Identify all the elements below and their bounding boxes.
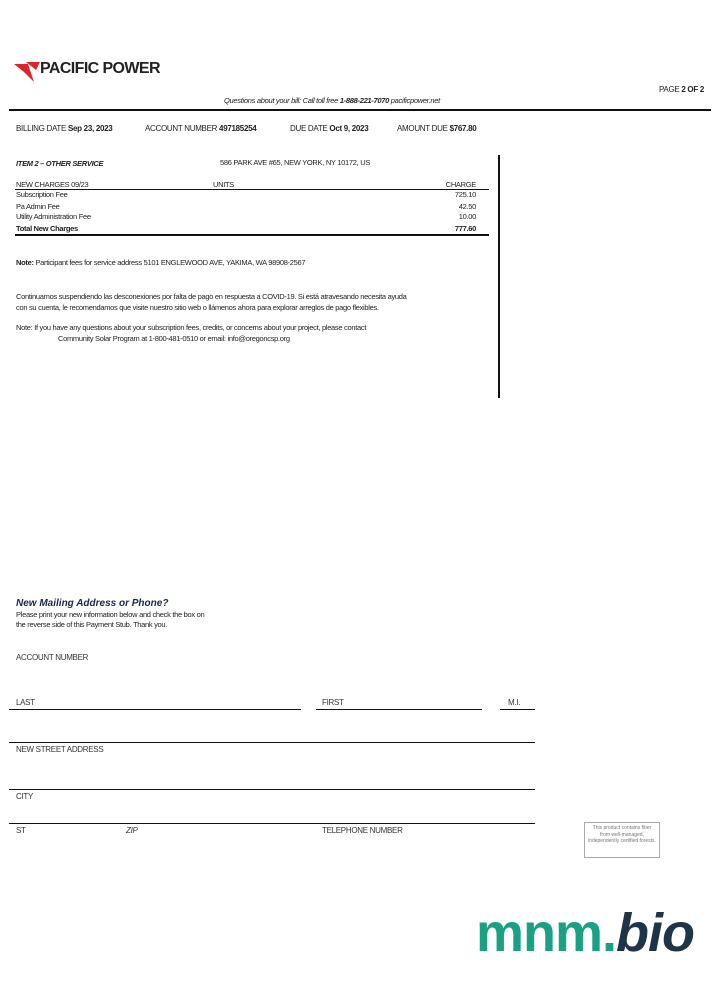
account-number-label: ACCOUNT NUMBER xyxy=(16,653,89,662)
questions-line: Questions about your bill: Call toll free 1-888-221-7070 pacificpower.net xyxy=(224,96,440,105)
form-rule xyxy=(9,742,535,743)
charge-row-value: 10.00 xyxy=(458,212,476,221)
watermark-logo xyxy=(476,898,694,968)
spanish-notice-line: con su cuenta, le recomendamos que visite nuestro sitio web o llámenos ahora para explorar arreglos de pago flexibles. xyxy=(16,303,379,312)
item-address: 586 PARK AVE #65, NEW YORK, NY 10172, US xyxy=(220,158,371,167)
item-title: ITEM 2 – OTHER SERVICE xyxy=(16,159,104,168)
vertical-divider xyxy=(498,155,500,398)
charge-row-label: Utility Administration Fee xyxy=(16,212,91,221)
logo-mark-icon xyxy=(14,60,40,82)
mailing-instruction-line: Please print your new information below and check the box on xyxy=(16,610,205,619)
charge-row-label: Pa Admin Fee xyxy=(16,202,60,211)
amount-due-summary: AMOUNT DUE $767.80 xyxy=(397,124,477,133)
telephone-label: TELEPHONE NUMBER xyxy=(322,826,403,835)
spanish-notice-line: Continuamos suspendiendo las desconexiones por falta de pago en respuesta a COVID-19. Si está atravesando necesita ayuda xyxy=(16,292,407,301)
street-address-label: NEW STREET ADDRESS xyxy=(16,745,104,754)
zip-label: ZIP xyxy=(126,826,138,835)
city-label: CITY xyxy=(16,792,34,801)
zip-field[interactable] xyxy=(118,823,300,824)
due-date-summary: DUE DATE Oct 9, 2023 xyxy=(290,124,369,133)
mailing-title: New Mailing Address or Phone? xyxy=(16,598,169,609)
state-label: ST xyxy=(16,826,26,835)
state-field[interactable] xyxy=(9,823,41,824)
middle-initial-field[interactable] xyxy=(500,709,535,710)
first-name-label: FIRST xyxy=(322,698,344,707)
col-new-charges: NEW CHARGES 09/23 xyxy=(16,180,89,189)
participant-note: Note: Participant fees for service address 5101 ENGLEWOOD AVE, YAKIMA, WA 98908-2567 xyxy=(16,258,306,267)
telephone-field[interactable] xyxy=(316,823,535,824)
total-rule xyxy=(15,234,489,236)
last-name-field[interactable] xyxy=(9,709,301,710)
middle-initial-label: M.I. xyxy=(508,698,521,707)
col-units: UNITS xyxy=(213,180,235,189)
mailing-instruction-line: the reverse side of this Payment Stub. Thank you. xyxy=(16,620,168,629)
total-new-charges-label: Total New Charges xyxy=(16,224,78,233)
last-name-label: LAST xyxy=(16,698,35,707)
forest-certification-box: This product contains fiber from well-managed, independently certified forests. xyxy=(584,822,660,858)
col-charge: CHARGE xyxy=(445,180,476,189)
contact-note-line: Note: If you have any questions about your subscription fees, credits, or concerns about your project, please contact xyxy=(16,323,367,332)
account-summary: ACCOUNT NUMBER 497185254 xyxy=(145,124,257,133)
billing-summary: BILLING DATE Sep 23, 2023 xyxy=(16,124,113,133)
watermark-accent: bio xyxy=(616,903,694,963)
charge-row-label: Subscription Fee xyxy=(16,190,68,199)
brand-name: PACIFIC POWER xyxy=(40,60,160,77)
total-new-charges-value: 777.60 xyxy=(454,224,476,233)
page-indicator: PAGE 2 OF 2 xyxy=(658,85,704,94)
contact-note-line: Community Solar Program at 1-800-481-0510 or email: info@oregoncsp.org xyxy=(58,334,290,343)
header-divider xyxy=(9,109,711,111)
charge-row-value: 42.50 xyxy=(458,202,476,211)
pacific-power-logo xyxy=(14,60,174,82)
charge-row-value: 725.10 xyxy=(454,190,476,199)
first-name-field[interactable] xyxy=(316,709,482,710)
street-address-field[interactable] xyxy=(9,789,535,790)
watermark-main: mnm. xyxy=(475,903,617,963)
